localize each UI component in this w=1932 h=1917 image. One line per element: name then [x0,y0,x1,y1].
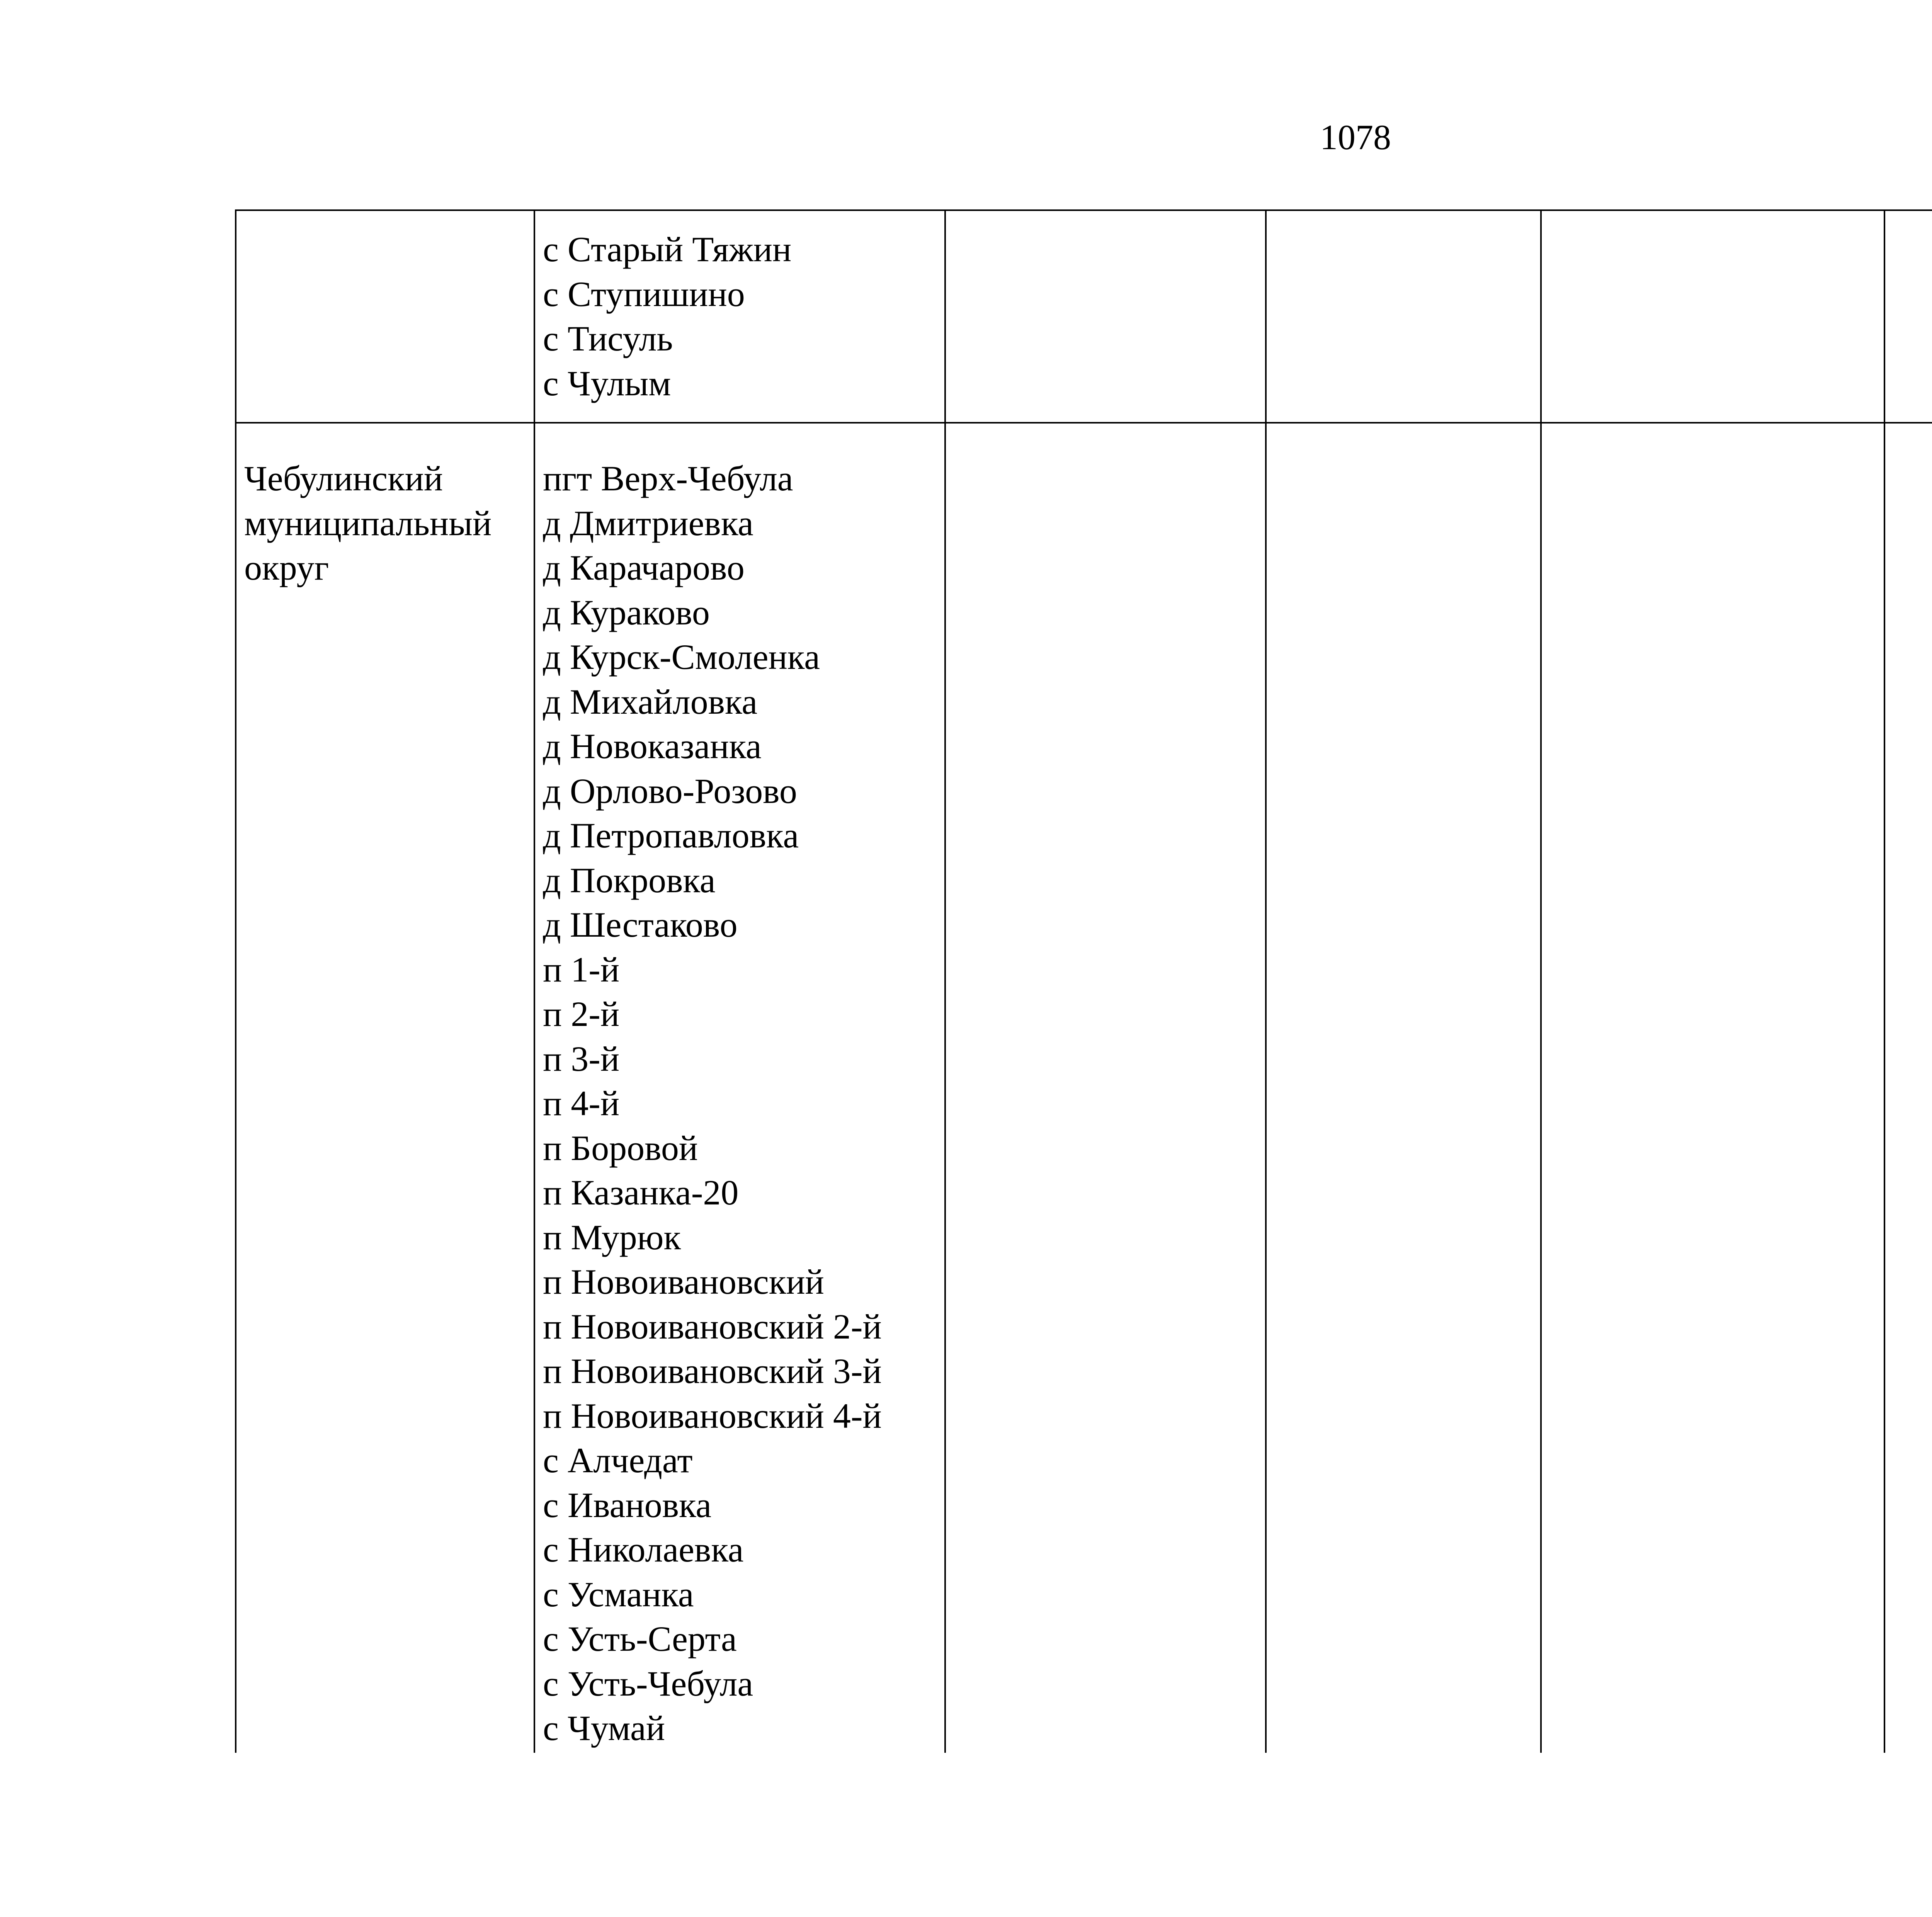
settlement-name: д Шестаково [543,905,738,944]
district-name-line: Чебулинский [244,459,443,498]
settlement-name: п Новоивановский 2-й [543,1306,882,1346]
settlement-name: с Алчедат [543,1441,693,1480]
settlement-name: п 1-й [543,949,620,989]
empty-cell [1266,423,1541,1753]
settlement-name: д Кураково [543,592,710,632]
settlement-name: с Тисуль [543,319,673,358]
empty-cell [945,423,1266,1753]
settlement-name: с Ступишино [543,274,745,314]
table-row [236,210,1932,423]
settlement-name: с Старый Тяжин [543,230,792,269]
settlement-name: с Чумай [543,1708,665,1748]
settlement-name: с Усть-Чебула [543,1664,753,1703]
settlement-name: д Покровка [543,860,716,900]
settlement-name: п Новоивановский 4-й [543,1396,882,1436]
settlements-cell [534,210,945,423]
settlement-name: с Ивановка [543,1485,712,1525]
empty-cell [1884,423,1932,1753]
page-number: 1078 [1320,117,1391,157]
settlement-name: пгт Верх-Чебула [543,459,793,498]
empty-cell [1266,210,1541,423]
settlement-name: п Казанка-20 [543,1173,739,1212]
settlement-name: д Петропавловка [543,816,799,855]
table-row [236,423,1932,1753]
district-name-line: муниципальный [244,503,492,543]
settlement-name: п Новоивановский 3-й [543,1351,882,1391]
settlement-name: с Николаевка [543,1530,744,1569]
empty-cell [1541,423,1884,1753]
settlement-name: д Дмитриевка [543,503,753,543]
settlements-table [235,209,1932,1753]
settlements-cell [534,423,945,1753]
settlement-name: п 3-й [543,1039,620,1078]
settlement-name: п Боровой [543,1128,698,1168]
settlement-name: с Усманка [543,1574,694,1614]
empty-cell [1541,210,1884,423]
settlement-name: д Карачарово [543,548,745,587]
settlement-name: п 4-й [543,1084,620,1123]
settlement-name: д Михайловка [543,682,758,721]
settlement-name: п Новоивановский [543,1262,824,1301]
district-name-line: округ [244,548,329,587]
empty-cell [945,210,1266,423]
settlement-name: п 2-й [543,994,620,1034]
settlement-name: д Курск-Смоленка [543,637,820,677]
district-cell [236,423,534,1753]
settlement-name: с Чулым [543,363,671,403]
district-cell [236,210,534,423]
settlement-name: с Усть-Серта [543,1619,737,1658]
settlement-name: д Орлово-Розово [543,771,797,811]
settlement-name: п Мурюк [543,1217,681,1257]
empty-cell [1884,210,1932,423]
settlement-name: д Новоказанка [543,726,762,766]
